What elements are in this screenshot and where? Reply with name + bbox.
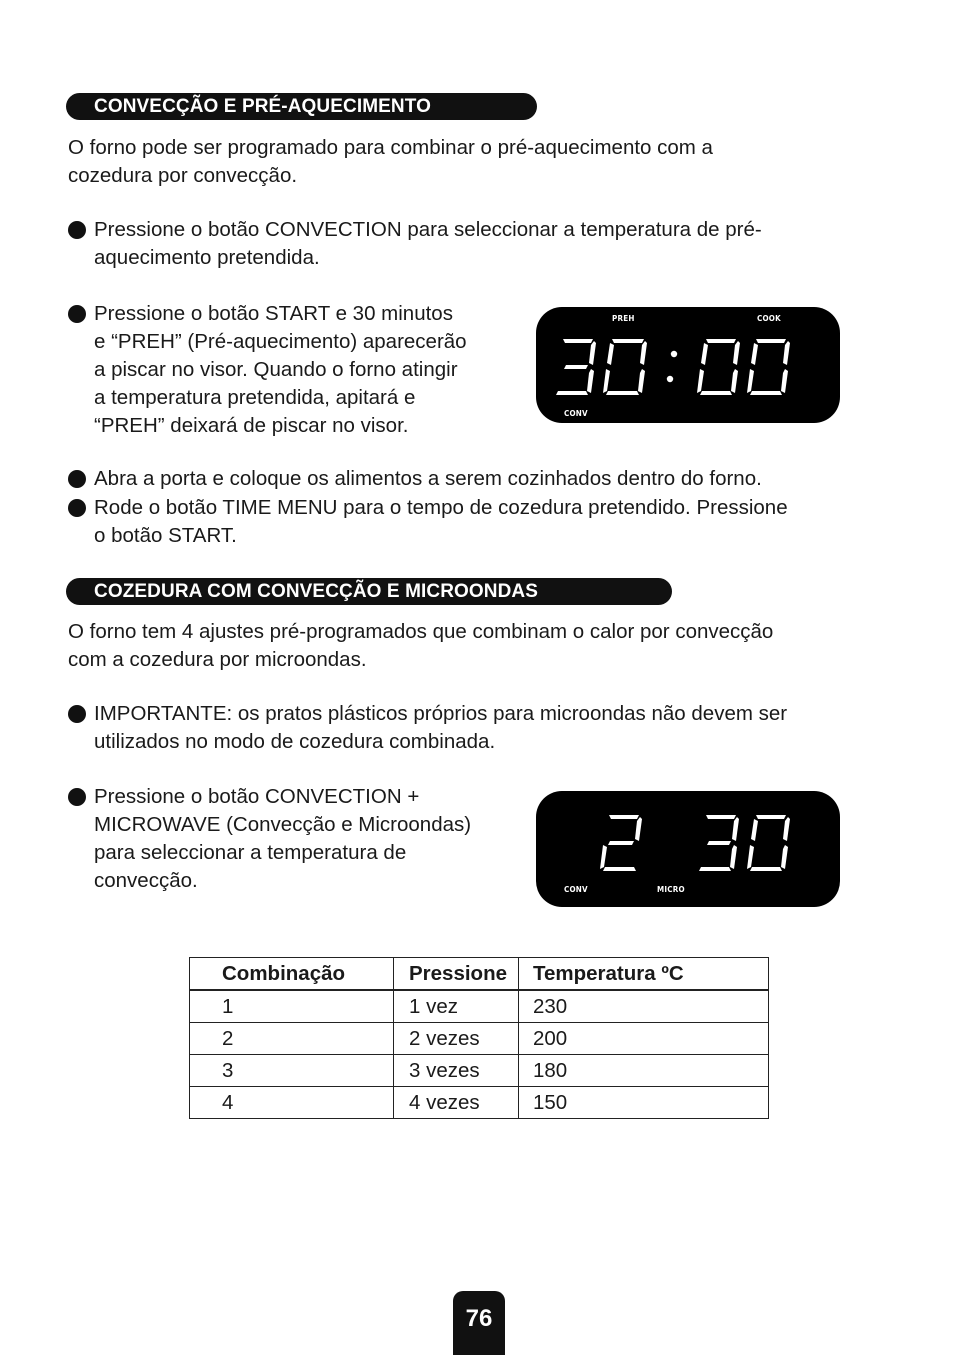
- digit-segment: [635, 817, 642, 841]
- bullet-line: utilizados no modo de cozedura combinada.: [94, 730, 496, 753]
- digit-segment: [730, 845, 737, 869]
- section2-intro: [68, 618, 773, 674]
- display-digits-2-30: [536, 791, 840, 907]
- bullet-dot-icon: [68, 305, 86, 323]
- colon-dot: [671, 351, 677, 357]
- bullet-line: Rode o botão TIME MENU para o tempo de cozedura pretendido. Pressione: [94, 496, 788, 519]
- table-cell: 200: [519, 1023, 769, 1055]
- section1-intro: [68, 134, 713, 190]
- digit-segment: [589, 341, 596, 365]
- bullet-line: Pressione o botão START e 30 minutos: [94, 302, 453, 325]
- digit-segment: [751, 343, 758, 365]
- bullet-dot-icon: [68, 788, 86, 806]
- bullet-line: o botão START.: [94, 524, 237, 547]
- digit-segment: [587, 369, 594, 393]
- header-temperature: Temperatura ºC: [519, 958, 769, 991]
- digit-segment: [751, 819, 758, 841]
- bullet-line: “PREH” deixará de piscar no visor.: [94, 414, 409, 437]
- digit-segment: [781, 369, 788, 393]
- digit-segment: [612, 339, 644, 343]
- digit-segment: [783, 817, 790, 841]
- section2-intro-line2: com a cozedura por microondas.: [68, 648, 367, 671]
- digit-segment: [750, 867, 782, 871]
- digit-segment: [750, 391, 782, 395]
- digit-segment: [608, 841, 634, 845]
- section-title-convection-preheat: CONVECÇÃO E PRÉ-AQUECIMENTO: [66, 93, 537, 120]
- digit-segment: [731, 369, 738, 393]
- table-row: [190, 990, 769, 1023]
- bullet-dot-icon: [68, 470, 86, 488]
- section2-bullet-important: [68, 700, 898, 756]
- table-cell: 150: [519, 1087, 769, 1119]
- digit-segment: [556, 391, 588, 395]
- bullet-line: a piscar no visor. Quando o forno atingir: [94, 358, 458, 381]
- section1-bullet-convection: [68, 216, 868, 272]
- display-label-cook: COOK: [757, 314, 781, 323]
- section1-bullet-start: [68, 300, 528, 440]
- colon-dot: [667, 376, 673, 382]
- digit-segment: [603, 867, 636, 871]
- digit-segment: [700, 391, 732, 395]
- digit-segment: [607, 343, 614, 365]
- bullet-line: Pressione o botão CONVECTION para seleccionar a temperatura de pré-: [94, 218, 762, 241]
- digit-segment: [564, 365, 588, 369]
- section2-bullet-combo-select: [68, 783, 528, 895]
- section1-intro-line1: O forno pode ser programado para combinar o pré-aquecimento com a: [68, 136, 713, 159]
- digit-segment: [603, 369, 610, 393]
- digit-segment: [638, 369, 645, 393]
- bullet-dot-icon: [68, 705, 86, 723]
- table-cell: 1: [190, 990, 394, 1023]
- digit-segment: [706, 339, 736, 343]
- table-cell: 2: [190, 1023, 394, 1055]
- oven-display-preheat: [536, 307, 840, 423]
- digit-segment: [563, 339, 593, 343]
- bullet-line: aquecimento pretendida.: [94, 246, 320, 269]
- header-press: Pressione: [394, 958, 519, 991]
- bullet-line: Pressione o botão CONVECTION +: [94, 785, 420, 808]
- header-combination: Combinação: [190, 958, 394, 991]
- section-title-convection-microwave: COZEDURA COM CONVECÇÃO E MICROONDAS: [66, 578, 672, 605]
- display-label-conv: CONV: [564, 409, 588, 418]
- bullet-line: para seleccionar a temperatura de: [94, 841, 407, 864]
- table-cell: 180: [519, 1055, 769, 1087]
- table-row: [190, 1023, 769, 1055]
- page-number: 76: [453, 1291, 505, 1355]
- bullet-line: IMPORTANTE: os pratos plásticos próprios para microondas não devem ser: [94, 702, 788, 725]
- digit-segment: [747, 369, 754, 393]
- bullet-line: convecção.: [94, 869, 198, 892]
- display-label-micro: MICRO: [657, 885, 685, 894]
- digit-segment: [783, 341, 790, 365]
- table-cell: 3 vezes: [394, 1055, 519, 1087]
- section1-bullet-door: [68, 465, 888, 493]
- digit-segment: [600, 845, 607, 869]
- digit-segment: [747, 845, 754, 869]
- bullet-line: MICROWAVE (Convecção e Microondas): [94, 813, 472, 836]
- digit-segment: [706, 815, 736, 819]
- table-cell: 2 vezes: [394, 1023, 519, 1055]
- bullet-dot-icon: [68, 221, 86, 239]
- digit-segment: [699, 867, 731, 871]
- digit-segment: [707, 841, 731, 845]
- section2-intro-line1: O forno tem 4 ajustes pré-programados que combinam o calor por convecção: [68, 620, 774, 643]
- table-cell: 1 vez: [394, 990, 519, 1023]
- section1-bullet-time-menu: [68, 494, 898, 550]
- bullet-line: a temperatura pretendida, apitará e: [94, 386, 416, 409]
- display-label-conv: CONV: [564, 885, 588, 894]
- bullet-line: Abra a porta e coloque os alimentos a serem cozinhados dentro do forno.: [94, 467, 762, 490]
- table-row: [190, 1055, 769, 1087]
- digit-segment: [756, 339, 786, 343]
- display-label-preh: PREH: [612, 314, 635, 323]
- bullet-line: e “PREH” (Pré-aquecimento) aparecerão: [94, 330, 467, 353]
- combination-table: [189, 957, 769, 1119]
- digit-segment: [609, 815, 639, 819]
- section1-intro-line2: cozedura por convecção.: [68, 164, 298, 187]
- table-header-row: [190, 958, 769, 991]
- table-row: [190, 1087, 769, 1119]
- digit-segment: [640, 341, 647, 365]
- bullet-dot-icon: [68, 499, 86, 517]
- display-digits-30-00: [536, 307, 840, 423]
- digit-segment: [606, 391, 639, 395]
- table-cell: 4: [190, 1087, 394, 1119]
- oven-display-combo: [536, 791, 840, 907]
- table-cell: 230: [519, 990, 769, 1023]
- digit-segment: [732, 817, 739, 841]
- table-cell: 3: [190, 1055, 394, 1087]
- table-cell: 4 vezes: [394, 1087, 519, 1119]
- digit-segment: [697, 369, 704, 393]
- digit-segment: [701, 343, 708, 365]
- digit-segment: [733, 341, 740, 365]
- digit-segment: [781, 845, 788, 869]
- digit-segment: [756, 815, 786, 819]
